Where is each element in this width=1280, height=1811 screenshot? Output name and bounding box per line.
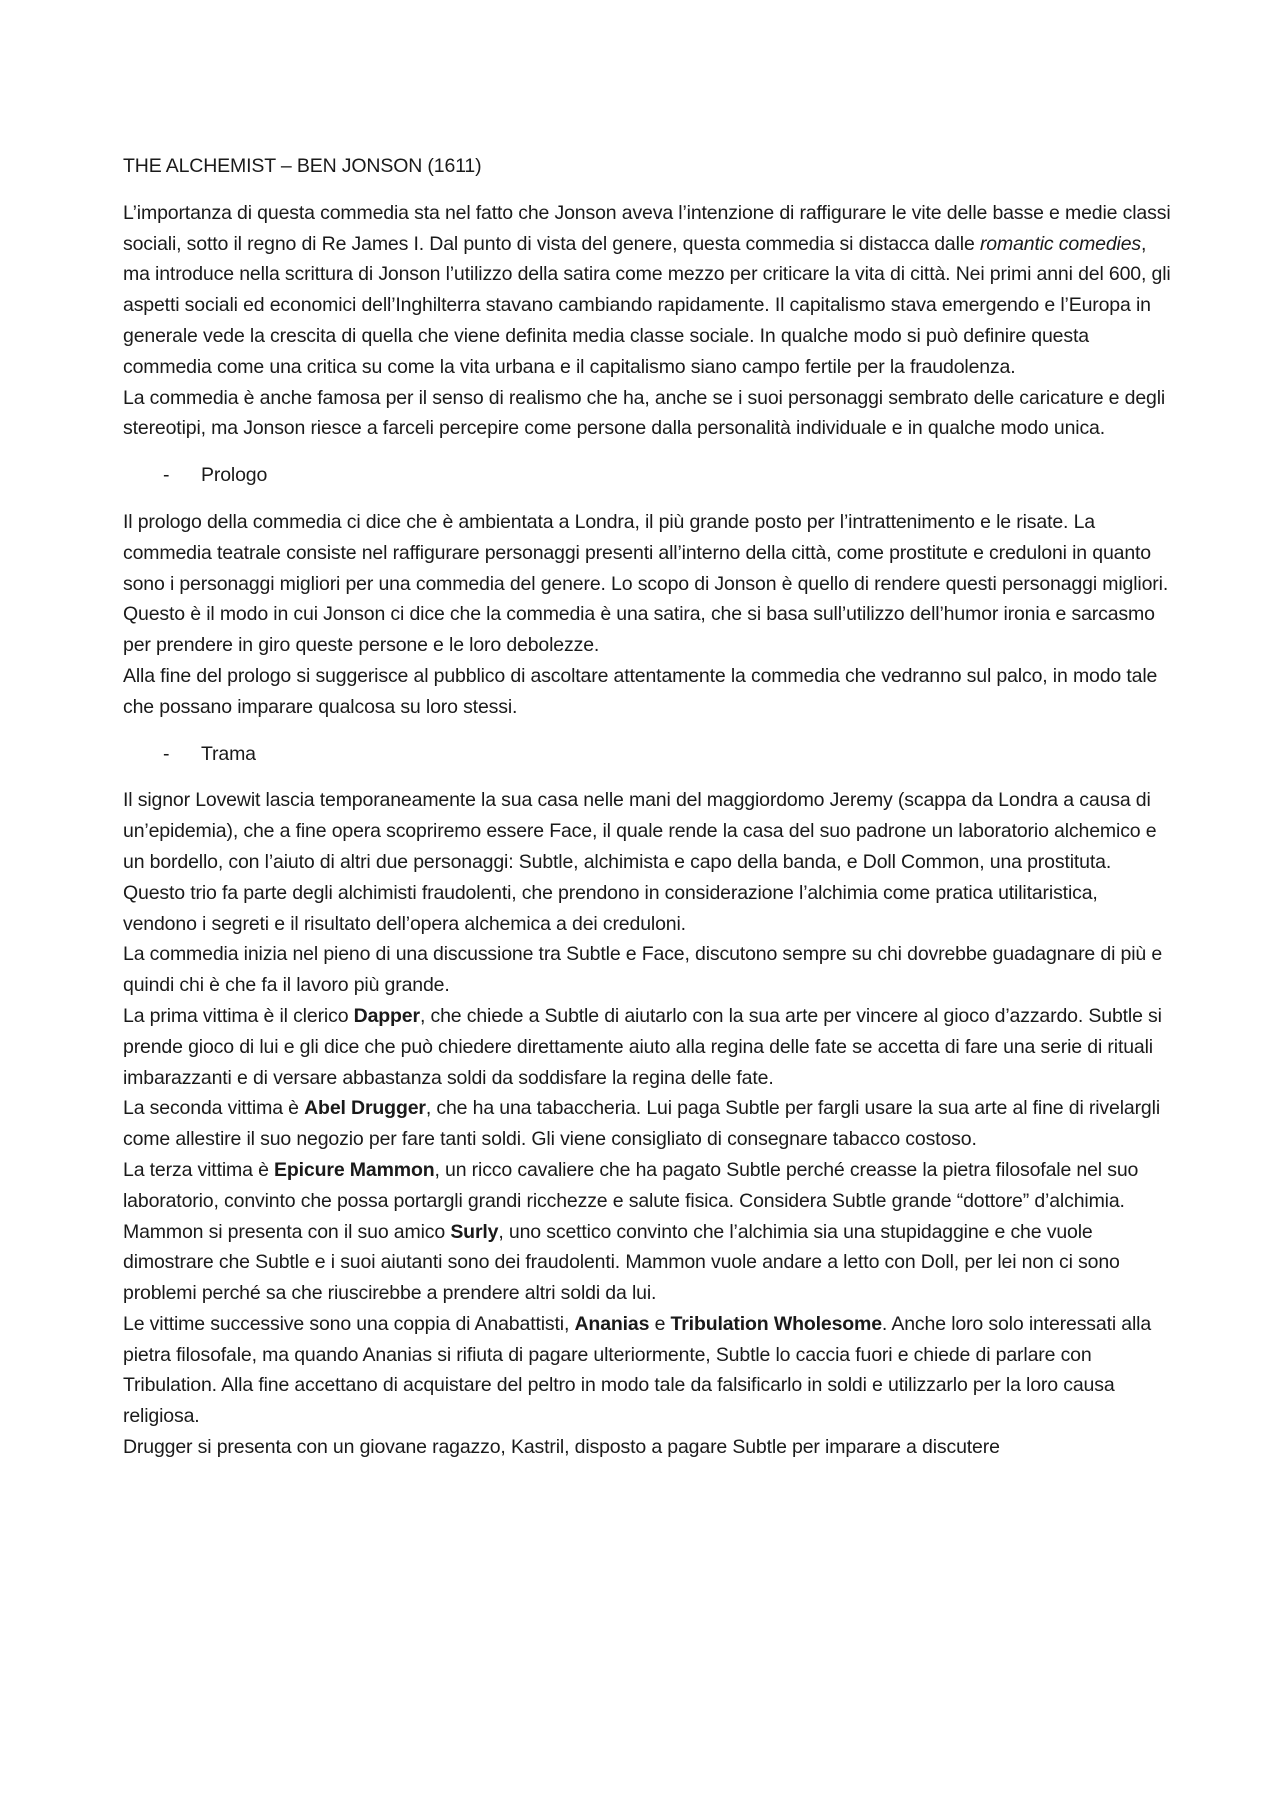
character-name: Surly (450, 1220, 499, 1243)
trama-paragraph-7: Drugger si presenta con un giovane ragazzo, Kastril, disposto a pagare Subtle per imparare a discutere (123, 1436, 1000, 1459)
section-heading-trama (123, 739, 1171, 770)
prologo-paragraph-1: Il prologo della commedia ci dice che è ambientata a Londra, il più grande posto per l’intrattenimento e le risate. La commedia teatrale consiste nel raffigurare personaggi presenti all’interno della città, come prostitute e creduloni in quanto sono i personaggi migliori per una commedia del genere. Lo scopo di Jonson è quello di rendere questi personaggi migliori. Questo è il modo in cui Jonson ci dice che la commedia è una satira, che si basa sull’utilizzo dell’humor ironia e sarcasmo per prendere in giro queste persone e le loro debolezze. (123, 510, 1169, 657)
intro-text: L’importanza di questa commedia sta nel fatto che Jonson aveva l’intenzione di raffigurare le vite delle basse e medie classi sociali, sotto il regno di Re James I. Dal punto di vista del genere, questa commedia si distacca dalle (123, 201, 1171, 255)
trama-section (123, 785, 1171, 1463)
character-name: Ananias (574, 1312, 650, 1335)
prologo-section (123, 507, 1171, 723)
intro-paragraph-2: La commedia è anche famosa per il senso di realismo che ha, anche se i suoi personaggi sembrato delle caricature e degli stereotipi, ma Jonson riesce a farceli percepire come persone dalla personalità individuale e in qualche modo unica. (123, 386, 1166, 440)
trama-text: La terza vittima è (123, 1158, 275, 1181)
trama-paragraph-4 (123, 1093, 1171, 1155)
section-heading-label: Trama (201, 742, 256, 765)
prologo-paragraph-2: Alla fine del prologo si suggerisce al pubblico di ascoltare attentamente la commedia che vedranno sul palco, in modo tale che possano imparare qualcosa su loro stessi. (123, 664, 1158, 718)
intro-paragraph-1 (123, 198, 1171, 383)
trama-text: La seconda vittima è (123, 1097, 305, 1120)
trama-text: La prima vittima è il clerico (123, 1004, 354, 1027)
document-title: THE ALCHEMIST – BEN JONSON (1611) (123, 155, 482, 177)
character-name: Epicure Mammon (274, 1158, 435, 1181)
character-name: Dapper (353, 1004, 420, 1027)
trama-paragraph-6 (123, 1309, 1171, 1432)
section-heading-label: Prologo (201, 464, 268, 487)
trama-paragraph-3 (123, 1001, 1171, 1093)
intro-section (123, 198, 1171, 444)
bullet-dash: - (163, 742, 170, 765)
section-heading-prologo (123, 460, 1171, 491)
trama-text: , che ha una tabaccheria. Lui paga Subtle per fargli usare la sua arte al fine di rivelargli come allestire il suo negozio per fare tanti soldi. Gli viene consigliato di consegnare tabacco costoso. (123, 1097, 1160, 1151)
trama-paragraph-5 (123, 1155, 1171, 1309)
intro-emphasis: romantic comedies (979, 232, 1142, 255)
trama-text: Le vittime successive sono una coppia di Anabattisti, (123, 1312, 575, 1335)
trama-text: . Anche loro solo interessati alla pietra filosofale, ma quando Ananias si rifiuta di pagare ulteriormente, Subtle lo caccia fuori e chiede di parlare con Tribulation. Alla fine accettano di acquistare del peltro in modo tale da falsificarlo in soldi e utilizzarlo per la loro causa religiosa. (123, 1312, 1152, 1428)
trama-text: , che chiede a Subtle di aiutarlo con la sua arte per vincere al gioco d’azzardo. Subtle si prende gioco di lui e gli dice che può chiedere direttamente aiuto alla regina delle fate se accetta di fare una serie di rituali imbarazzanti e di versare abbastanza soldi da soddisfare la regina delle fate. (123, 1004, 1162, 1089)
trama-paragraph-2: La commedia inizia nel pieno di una discussione tra Subtle e Face, discutono sempre su chi dovrebbe guadagnare di più e quindi chi è che fa il lavoro più grande. (123, 943, 1163, 997)
trama-paragraph-1: Il signor Lovewit lascia temporaneamente la sua casa nelle mani del maggiordomo Jeremy (scappa da Londra a causa di un’epidemia), che a fine opera scopriremo essere Face, il quale rende la casa del suo padrone un laboratorio alchemico e un bordello, con l’aiuto di altri due personaggi: Subtle, alchimista e capo della banda, e Doll Common, una prostituta. Questo trio fa parte degli alchimisti fraudolenti, che prendono in considerazione l’alchimia come pratica utilitaristica, vendono i segreti e il risultato dell’opera alchemica a dei creduloni. (123, 789, 1157, 935)
character-name: Abel Drugger (304, 1097, 426, 1120)
trama-text: e (649, 1312, 671, 1335)
document-page (123, 151, 1171, 1479)
trama-text: , un ricco cavaliere che ha pagato Subtle perché creasse la pietra filosofale nel suo laboratorio, convinto che possa portargli grandi ricchezze e salute fisica. Considera Subtle grande “dottore” d’alchimia. Mammon si presenta con il suo amico (123, 1158, 1139, 1243)
bullet-dash: - (163, 464, 170, 487)
character-name: Tribulation Wholesome (670, 1312, 882, 1335)
trama-text: , uno scettico convinto che l’alchimia sia una stupidaggine e che vuole dimostrare che Subtle e i suoi aiutanti sono dei fraudolenti. Mammon vuole andare a letto con Doll, per lei non ci sono problemi perché sa che riuscirebbe a prendere altri soldi da lui. (123, 1220, 1120, 1305)
intro-text: , ma introduce nella scrittura di Jonson l’utilizzo della satira come mezzo per criticare la vita di città. Nei primi anni del 600, gli aspetti sociali ed economici dell’Inghilterra stavano cambiando rapidamente. Il capitalismo stava emergendo e l’Europa in generale vede la crescita di quella che viene definita media classe sociale. In qualche modo si può definire questa commedia come una critica su come la vita urbana e il capitalismo siano campo fertile per la fraudolenza. (123, 232, 1171, 378)
